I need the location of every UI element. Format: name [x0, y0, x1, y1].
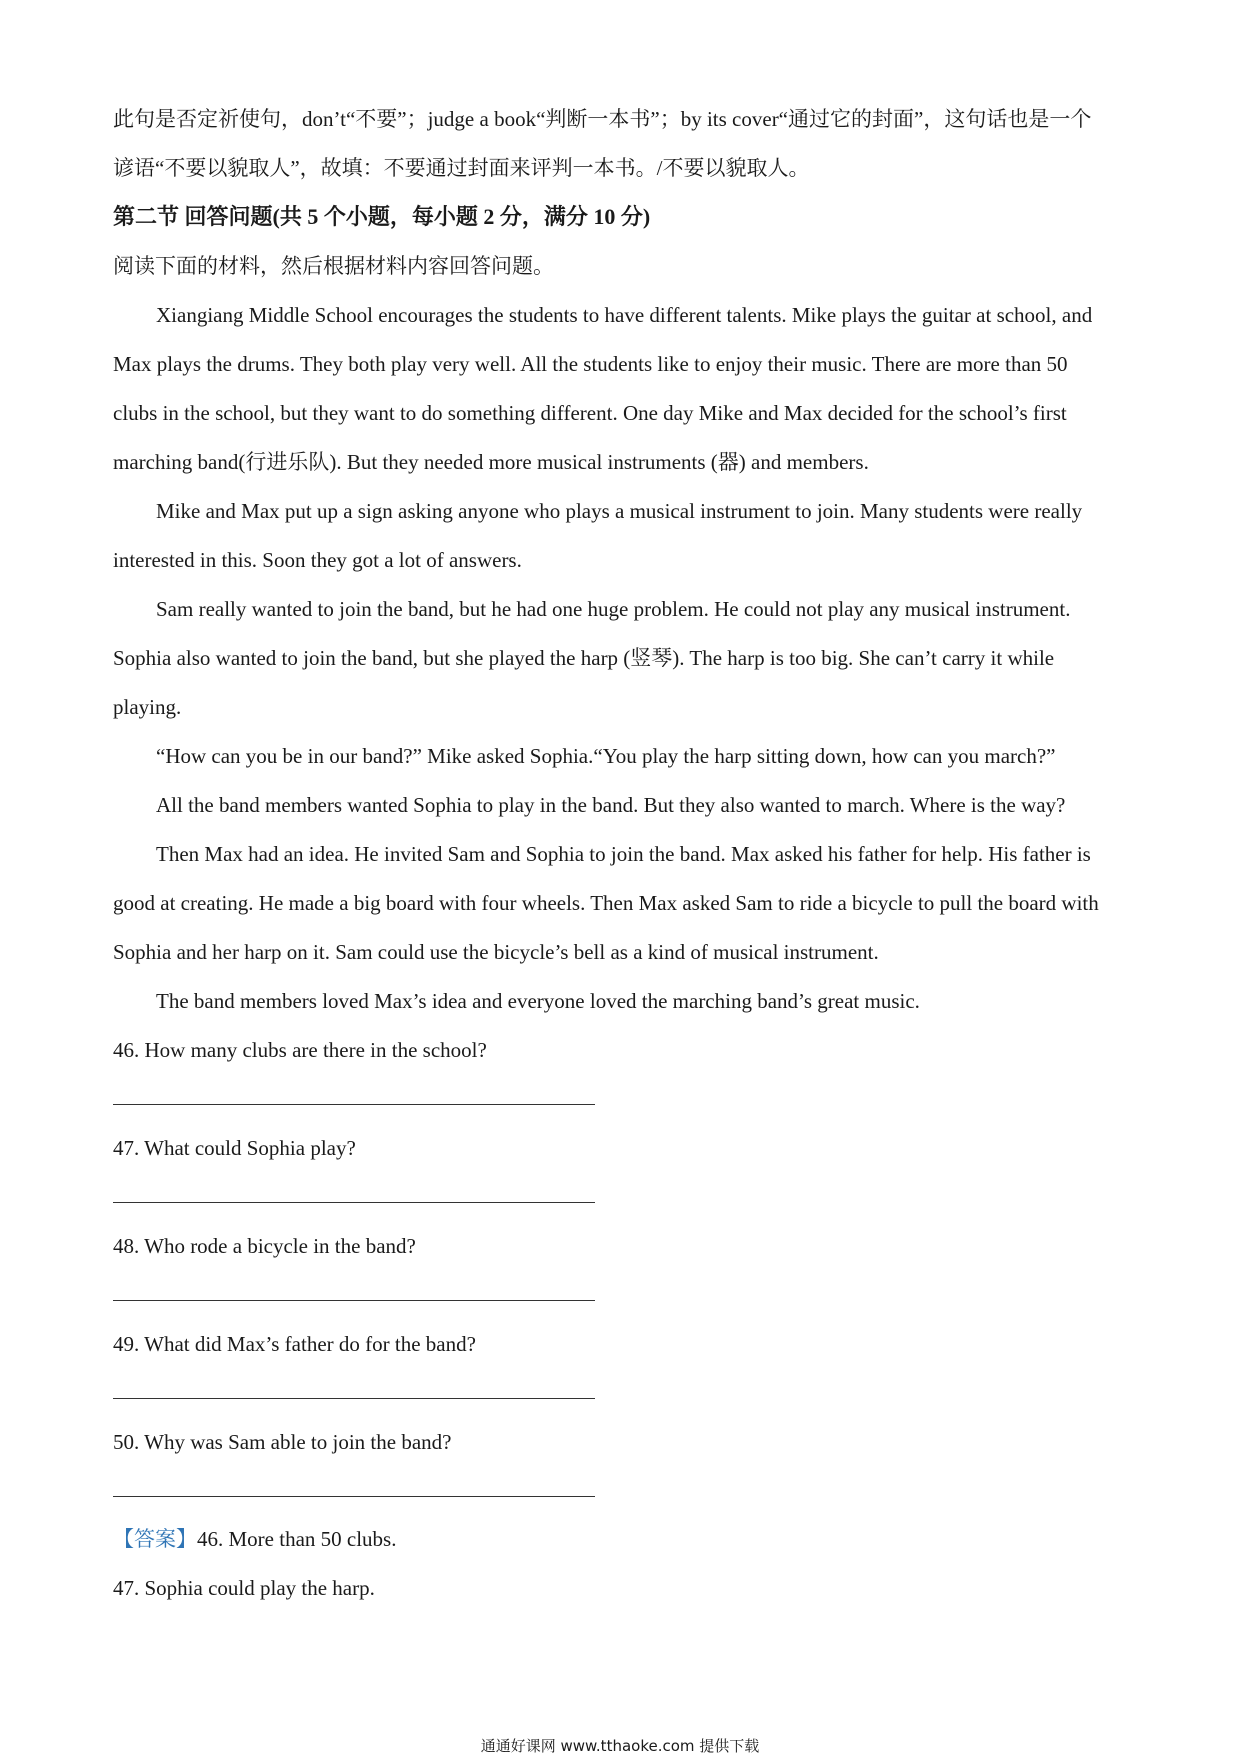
- passage-line: good at creating. He made a big board with four wheels. Then Max asked Sam to ride a bicycle to pull the board with: [113, 891, 1099, 915]
- passage-line: All the band members wanted Sophia to play in the band. But they also wanted to march. Where is the way?: [156, 793, 1066, 817]
- question-49: 49. What did Max’s father do for the band?: [113, 1332, 476, 1356]
- answer-47: 47. Sophia could play the harp.: [113, 1576, 375, 1600]
- answer-blank-49: [113, 1398, 595, 1399]
- passage-line: clubs in the school, but they want to do something different. One day Mike and Max decided for the school’s first: [113, 401, 1067, 425]
- answer-blank-50: [113, 1496, 595, 1497]
- passage-line: Then Max had an idea. He invited Sam and Sophia to join the band. Max asked his father for help. His father is: [156, 842, 1091, 866]
- passage-line: “How can you be in our band?” Mike asked Sophia.“You play the harp sitting down, how can you march?”: [156, 744, 1056, 768]
- passage-line: interested in this. Soon they got a lot of answers.: [113, 548, 522, 572]
- question-47: 47. What could Sophia play?: [113, 1136, 356, 1160]
- passage-line: Mike and Max put up a sign asking anyone who plays a musical instrument to join. Many students were really: [156, 499, 1083, 523]
- answer-tag: 【答案】: [113, 1527, 197, 1551]
- question-48: 48. Who rode a bicycle in the band?: [113, 1234, 416, 1258]
- answer-blank-48: [113, 1300, 595, 1301]
- passage-line: Xiangiang Middle School encourages the students to have different talents. Mike plays the guitar at school, and: [156, 303, 1093, 327]
- passage-line: The band members loved Max’s idea and everyone loved the marching band’s great music.: [156, 989, 920, 1013]
- answer-46-line: [113, 1525, 1133, 1553]
- section-heading: 第二节 回答问题(共 5 个小题，每小题 2 分，满分 10 分): [113, 204, 651, 229]
- answer-blank-47: [113, 1202, 595, 1203]
- passage-line: playing.: [113, 695, 182, 719]
- answer-46: 46. More than 50 clubs.: [197, 1527, 397, 1551]
- page-footer: 通通好课网 www.tthaoke.com 提供下载: [480, 1737, 760, 1755]
- intro-line-1: 此句是否定祈使句，don’t“不要”；judge a book“判断一本书”；by its cover“通过它的封面”，这句话也是一个: [113, 107, 1092, 131]
- passage-line: Sam really wanted to join the band, but he had one huge problem. He could not play any musical instrument.: [156, 597, 1071, 621]
- section-instruction: 阅读下面的材料，然后根据材料内容回答问题。: [113, 254, 554, 278]
- question-46: 46. How many clubs are there in the school?: [113, 1038, 487, 1062]
- passage-line: Max plays the drums. They both play very well. All the students like to enjoy their music. There are more than 50: [113, 352, 1068, 376]
- intro-line-2: 谚语“不要以貌取人”，故填：不要通过封面来评判一本书。/不要以貌取人。: [113, 156, 810, 180]
- passage-line: marching band(行进乐队). But they needed more musical instruments (器) and members.: [113, 450, 869, 474]
- passage-line: Sophia also wanted to join the band, but she played the harp (竖琴). The harp is too big. She can’t carry it while: [113, 646, 1055, 670]
- answer-blank-46: [113, 1104, 595, 1105]
- passage-line: Sophia and her harp on it. Sam could use the bicycle’s bell as a kind of musical instrument.: [113, 940, 879, 964]
- question-50: 50. Why was Sam able to join the band?: [113, 1430, 452, 1454]
